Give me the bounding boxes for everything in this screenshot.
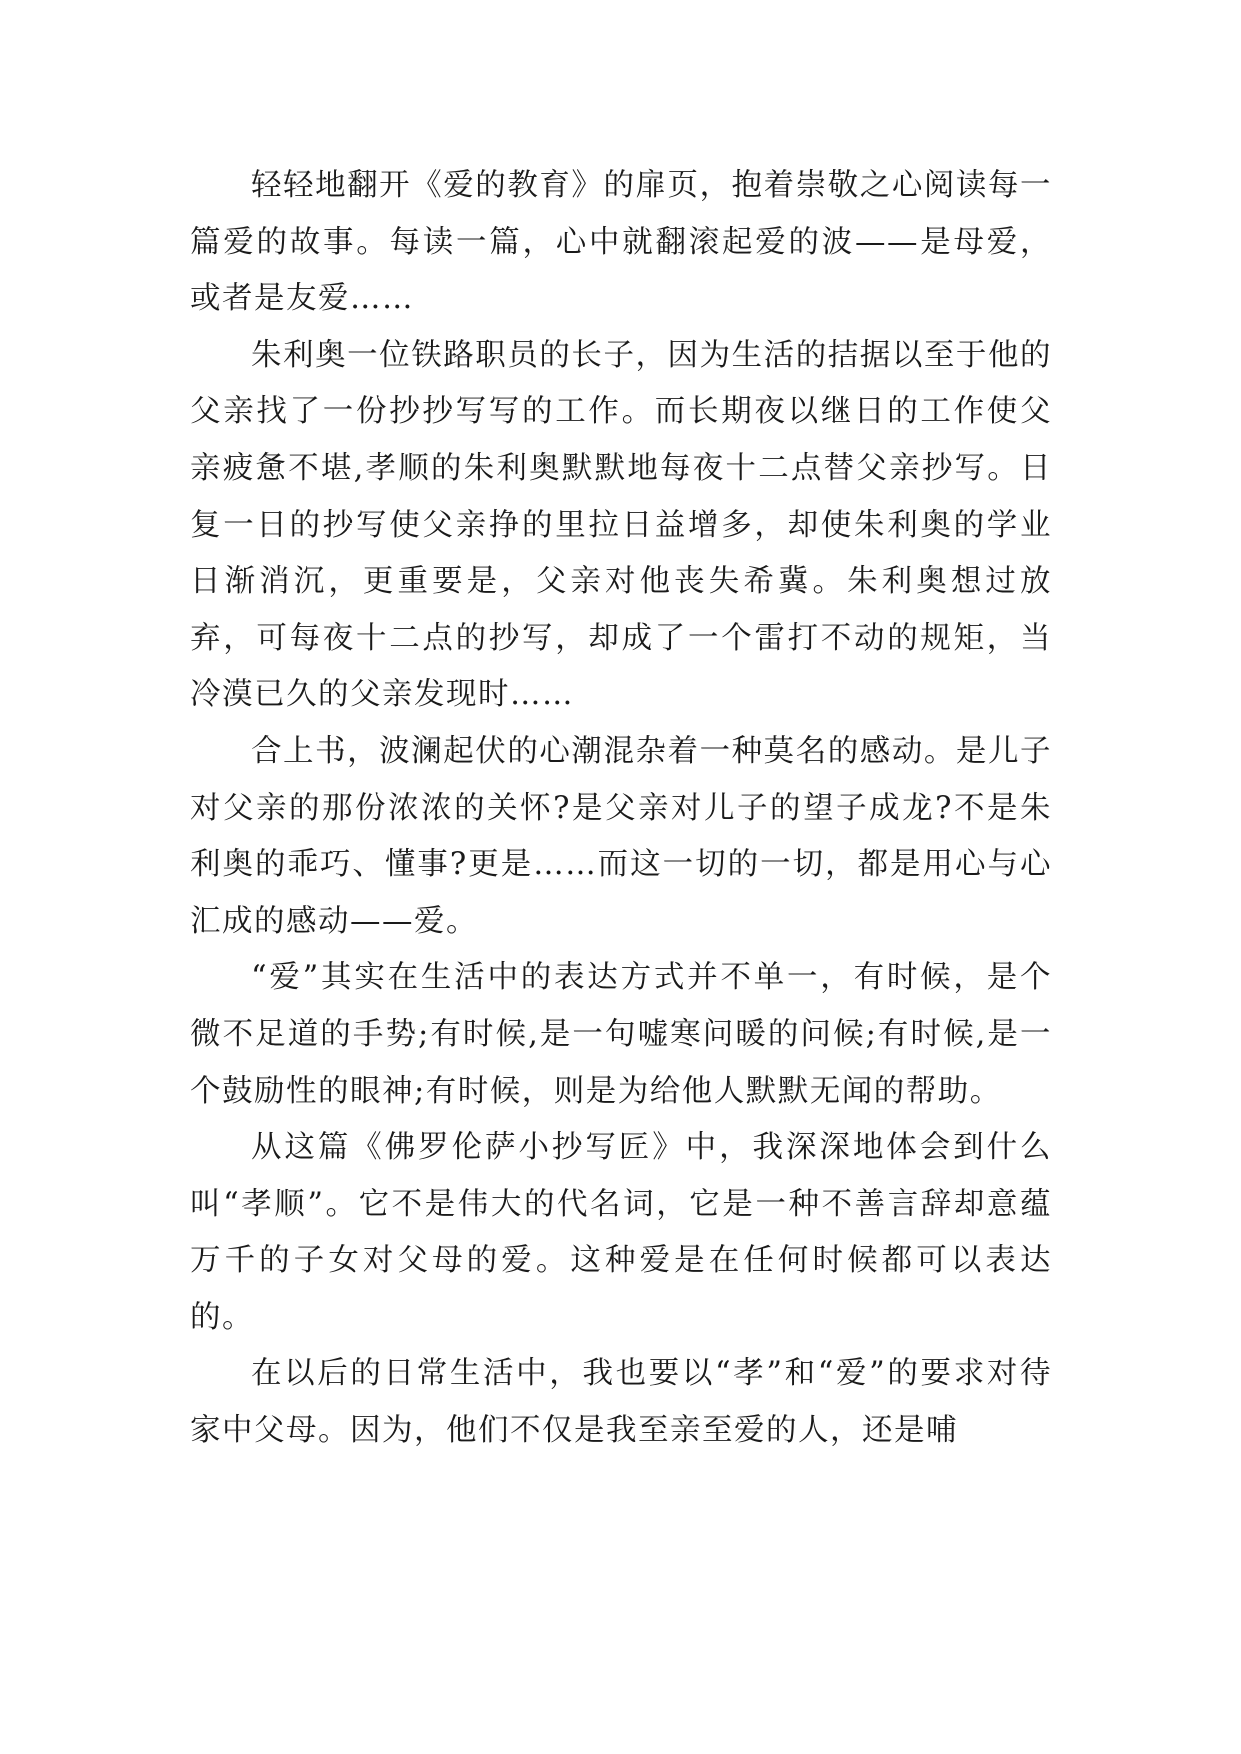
paragraph-6: 在以后的日常生活中，我也要以“孝”和“爱”的要求对待家中父母。因为，他们不仅是我至亲至爱的人，还是哺: [190, 1356, 1052, 1449]
paragraph-4: “爱”其实在生活中的表达方式并不单一，有时候，是个微不足道的手势;有时候,是一句嘘寒问暖的问候;有时候,是一个鼓励性的眼神;有时候，则是为给他人默默无闻的帮助。: [190, 960, 1052, 1109]
paragraph-2: 朱利奥一位铁路职员的长子，因为生活的拮据以至于他的父亲找了一份抄抄写写的工作。而长期夜以继日的工作使父亲疲惫不堪,孝顺的朱利奥默默地每夜十二点替父亲抄写。日复一日的抄写使父亲挣的里拉日益增多，却使朱利奥的学业日渐消沉，更重要是，父亲对他丧失希冀。朱利奥想过放弃，可每夜十二点的抄写，却成了一个雷打不动的规矩，当冷漠已久的父亲发现时……: [190, 337, 1052, 713]
paragraph-5: 从这篇《佛罗伦萨小抄写匠》中，我深深地体会到什么叫“孝顺”。它不是伟大的代名词，它是一种不善言辞却意蕴万千的子女对父母的爱。这种爱是在任何时候都可以表达的。: [190, 1130, 1052, 1335]
paragraph-1: 轻轻地翻开《爱的教育》的扉页，抱着崇敬之心阅读每一篇爱的故事。每读一篇，心中就翻滚起爱的波——是母爱，或者是友爱……: [190, 168, 1052, 317]
paragraph-3: 合上书，波澜起伏的心潮混杂着一种莫名的感动。是儿子对父亲的那份浓浓的关怀?是父亲对儿子的望子成龙?不是朱利奥的乖巧、懂事?更是……而这一切的一切，都是用心与心汇成的感动——爱。: [190, 733, 1052, 939]
document-body: [190, 158, 1052, 1460]
